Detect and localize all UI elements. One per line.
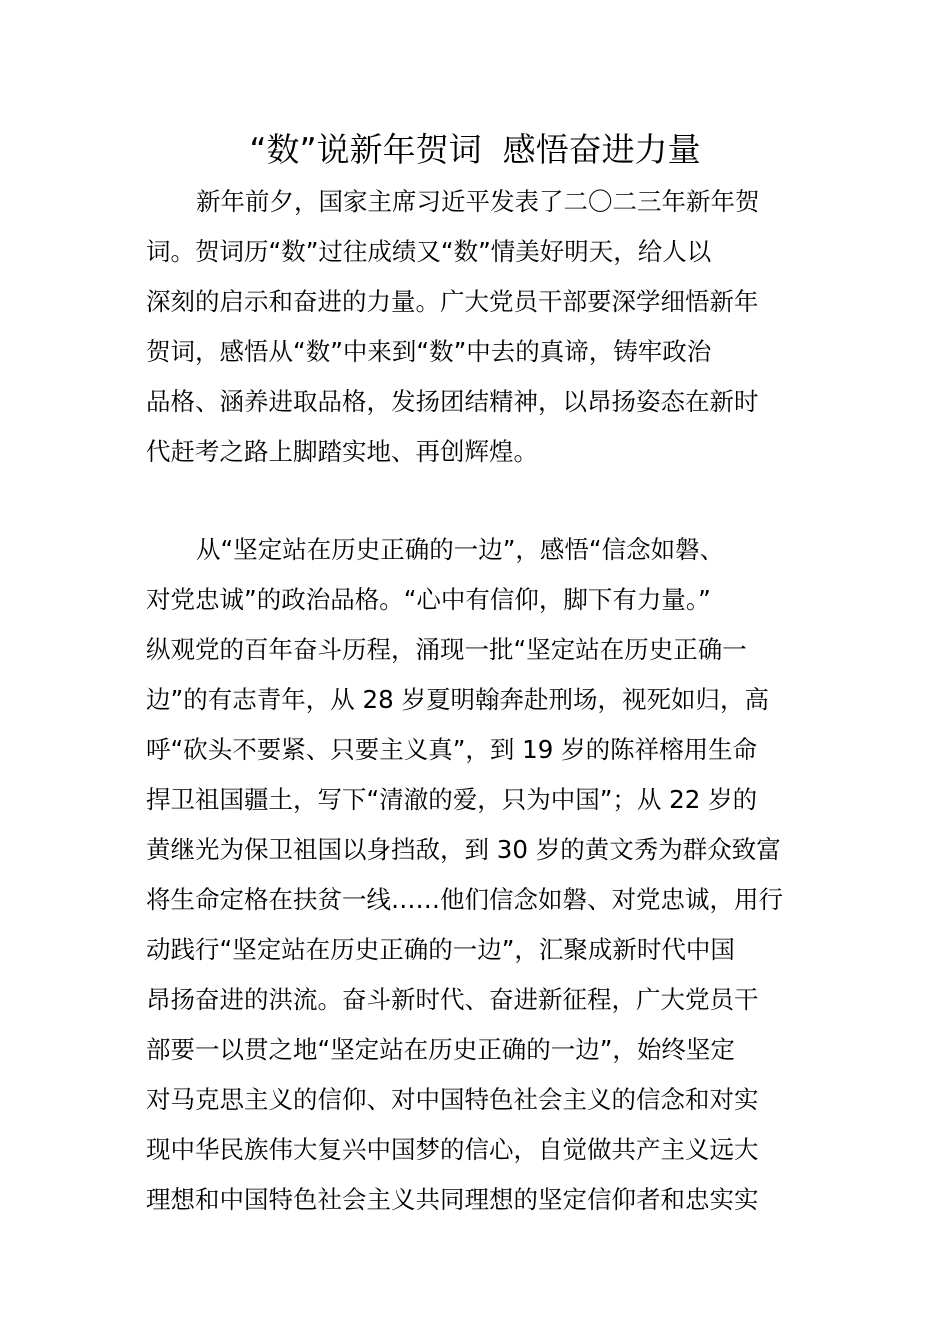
paragraph-2 <box>146 525 811 1225</box>
text-line: 部要一以贯之地“坚定站在历史正确的一边”，始终坚定 <box>146 1035 735 1064</box>
text-line: 贺词，感悟从“数”中来到“数”中去的真谛，铸牢政治 <box>146 337 712 366</box>
text-line: 边”的有志青年，从 28 岁夏明翰奔赴刑场，视死如归，高 <box>146 685 769 714</box>
text-line: 新年前夕，国家主席习近平发表了二〇二三年新年贺 <box>196 187 760 216</box>
text-line: 对党忠诚”的政治品格。“心中有信仰，脚下有力量。” <box>146 585 711 614</box>
text-line: 黄继光为保卫祖国以身挡敌，到 30 岁的黄文秀为群众致富 <box>146 835 781 864</box>
text-line: 理想和中国特色社会主义共同理想的坚定信仰者和忠实实 <box>146 1185 759 1214</box>
text-line: 昂扬奋进的洪流。奋斗新时代、奋进新征程，广大党员干 <box>146 985 759 1014</box>
text-line: 将生命定格在扶贫一线……他们信念如磐、对党忠诚，用行 <box>146 885 783 914</box>
text-line: 品格、涵养进取品格，发扬团结精神，以昂扬姿态在新时 <box>146 387 759 416</box>
text-line: 纵观党的百年奋斗历程，涌现一批“坚定站在历史正确一 <box>146 635 747 664</box>
text-line: 对马克思主义的信仰、对中国特色社会主义的信念和对实 <box>146 1085 759 1114</box>
text-line: 呼“砍头不要紧、只要主义真”，到 19 岁的陈祥榕用生命 <box>146 735 758 764</box>
document-title: “数”说新年贺词 感悟奋进力量 <box>249 130 701 169</box>
text-line: 代赶考之路上脚踏实地、再创辉煌。 <box>146 437 538 466</box>
text-line: 从“坚定站在历史正确的一边”，感悟“信念如磐、 <box>196 535 725 564</box>
text-line: 捍卫祖国疆土，写下“清澈的爱，只为中国”；从 22 岁的 <box>146 785 758 814</box>
text-line: 现中华民族伟大复兴中国梦的信心，自觉做共产主义远大 <box>146 1135 759 1164</box>
text-line: 深刻的启示和奋进的力量。广大党员干部要深学细悟新年 <box>146 287 759 316</box>
paragraph-1 <box>146 177 811 477</box>
text-line: 词。贺词历“数”过往成绩又“数”情美好明天，给人以 <box>146 237 712 266</box>
text-line: 动践行“坚定站在历史正确的一边”，汇聚成新时代中国 <box>146 935 735 964</box>
